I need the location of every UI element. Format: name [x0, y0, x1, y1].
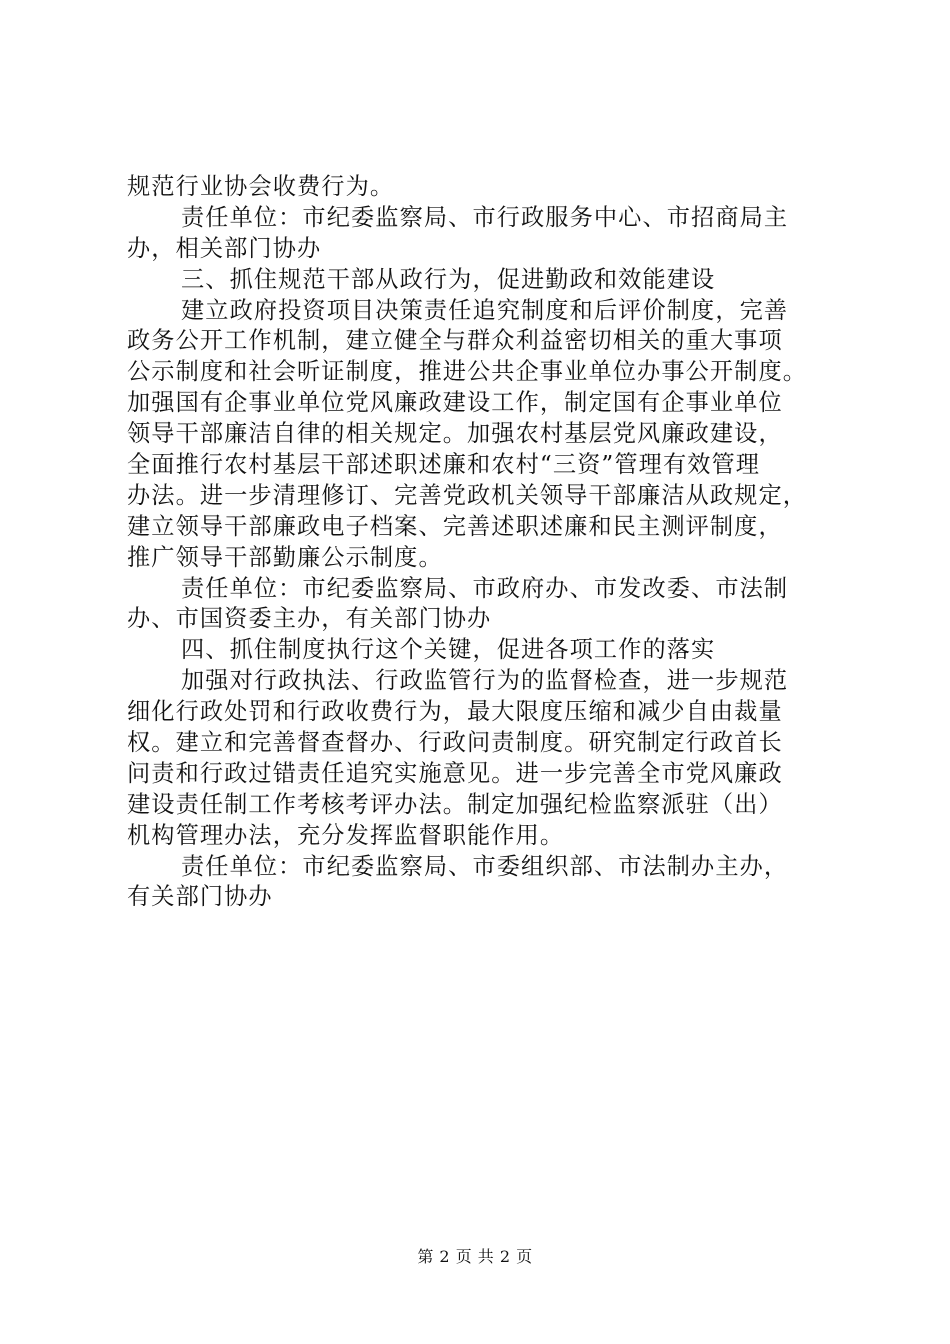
text-line-5: 建立政府投资项目决策责任追究制度和后评价制度，完善	[181, 296, 789, 324]
text-line-23: 责任单位：市纪委监察局、市委组织部、市法制办主办，	[181, 852, 789, 880]
text-line-10: 全面推行农村基层干部述职述廉和农村“三资”管理有效管理	[127, 451, 761, 479]
text-line-24: 有关部门协办	[127, 883, 273, 911]
text-line-14: 责任单位：市纪委监察局、市政府办、市发改委、市法制	[181, 574, 789, 602]
section-heading-3: 三、抓住规范干部从政行为，促进勤政和效能建设	[181, 265, 716, 293]
document-body	[127, 172, 837, 913]
text-line-2: 责任单位：市纪委监察局、市行政服务中心、市招商局主	[181, 203, 789, 231]
text-line-3: 办，相关部门协办	[127, 234, 322, 262]
text-line-1: 规范行业协会收费行为。	[127, 173, 395, 200]
text-line-17: 加强对行政执法、行政监管行为的监督检查，进一步规范	[181, 667, 789, 695]
text-line-7: 公示制度和社会听证制度，推进公共企事业单位办事公开制度。	[127, 358, 808, 386]
text-line-13: 推广领导干部勤廉公示制度。	[127, 543, 443, 571]
text-line-19: 权。建立和完善督查督办、行政问责制度。研究制定行政首长	[127, 729, 783, 757]
text-line-8: 加强国有企事业单位党风廉政建设工作，制定国有企事业单位	[127, 389, 783, 417]
text-line-11: 办法。进一步清理修订、完善党政机关领导干部廉洁从政规定，	[127, 481, 808, 509]
text-line-12: 建立领导干部廉政电子档案、完善述职述廉和民主测评制度，	[127, 512, 783, 540]
page-number-footer: 第 2 页 共 2 页	[417, 1247, 533, 1266]
text-line-22: 机构管理办法，充分发挥监督职能作用。	[127, 821, 565, 849]
text-line-20: 问责和行政过错责任追究实施意见。进一步完善全市党风廉政	[127, 759, 783, 787]
text-line-9: 领导干部廉洁自律的相关规定。加强农村基层党风廉政建设，	[127, 420, 783, 448]
text-line-6: 政务公开工作机制，建立健全与群众利益密切相关的重大事项	[127, 327, 783, 355]
text-line-15: 办、市国资委主办，有关部门协办	[127, 605, 492, 633]
section-heading-4: 四、抓住制度执行这个关键，促进各项工作的落实	[181, 636, 716, 664]
text-line-18: 细化行政处罚和行政收费行为，最大限度压缩和减少自由裁量	[127, 698, 783, 726]
text-line-21: 建设责任制工作考核考评办法。制定加强纪检监察派驻（出）	[127, 790, 783, 818]
